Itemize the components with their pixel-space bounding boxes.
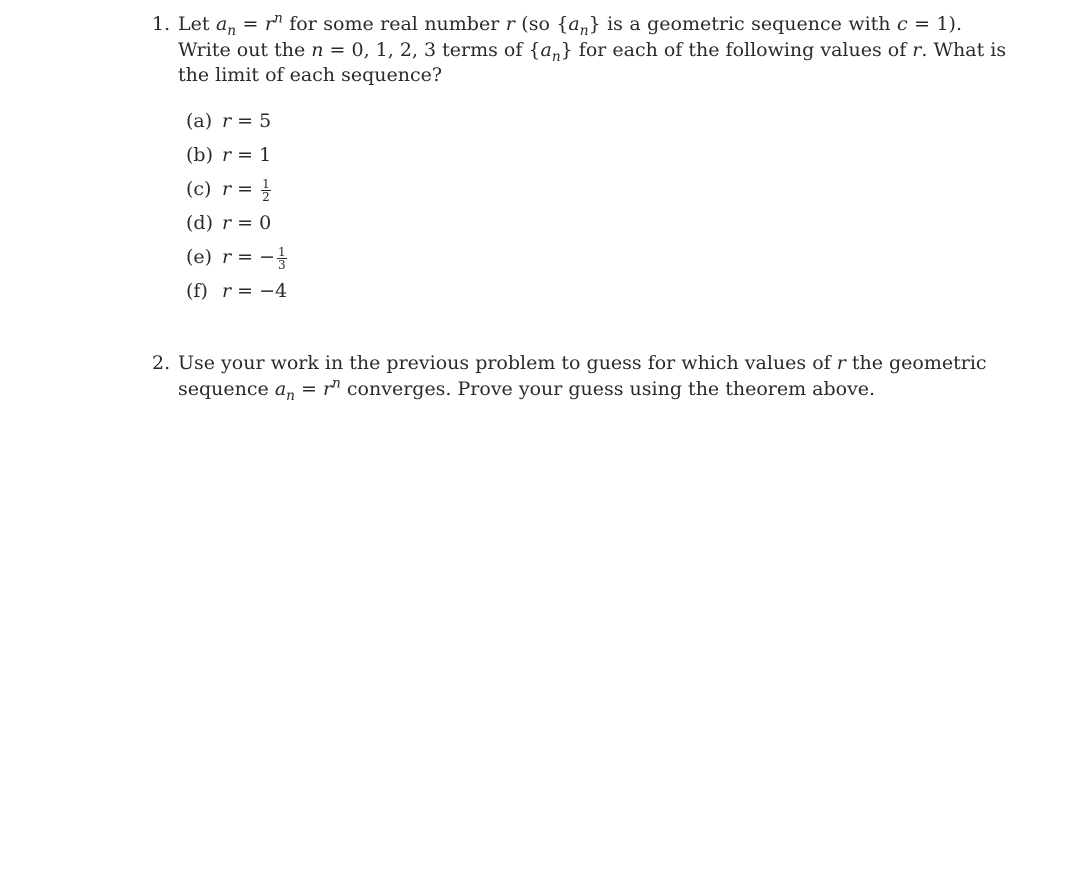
part-f: (f) r = −4 <box>186 280 288 302</box>
fraction-denominator: 2 <box>262 189 270 204</box>
problem-1-line-1: Let $a_n = r^n$ for some real number r (so $\{a_n\}$ is a geometric sequence with c = 1). <box>178 10 962 39</box>
problem-1-number: 1. <box>152 13 171 35</box>
problem-2-number: 2. <box>152 352 171 374</box>
part-value: 1 <box>259 144 272 166</box>
fraction-denominator: 3 <box>278 257 286 272</box>
problem-1-text <box>178 10 1007 89</box>
part-label: (a) <box>186 110 213 132</box>
problem-1-line-2: Write out the n = 0, 1, 2, 3 terms of $\{a_n\}$ for each of the following values of r. What is <box>178 38 1007 65</box>
part-label: (c) <box>186 178 212 200</box>
problem-2 <box>152 351 987 404</box>
problem-1 <box>152 10 1007 89</box>
fraction <box>261 178 271 203</box>
part-value: 5 <box>259 110 272 132</box>
problem-2-line-1: Use your work in the previous problem to guess for which values of r the geometric <box>178 352 987 374</box>
fraction <box>277 246 287 271</box>
part-a: (a) r = 5 <box>186 110 272 132</box>
problem-1-line-3: the limit of each sequence? <box>178 64 443 86</box>
fraction-numerator: 1 <box>262 176 270 191</box>
part-b: (b) r = 1 <box>186 144 272 166</box>
fraction-numerator: 1 <box>278 244 286 259</box>
problem-2-text <box>178 351 987 404</box>
problem-2-line-2: sequence $a_n = r^n$ converges. Prove your guess using the theorem above. <box>178 375 876 404</box>
problem-1-parts-list <box>186 108 287 312</box>
part-e: (e) r = − $\frac{1}{3}$ <box>186 244 286 272</box>
part-label: (e) <box>186 246 213 268</box>
part-value: 0 <box>259 212 272 234</box>
part-label: (b) <box>186 144 213 166</box>
part-label: (d) <box>186 212 213 234</box>
part-c: (c) r = $\frac{1}{2}$ <box>186 176 270 204</box>
part-d: (d) r = 0 <box>186 212 272 234</box>
part-value: −4 <box>259 280 288 302</box>
part-label: (f) <box>186 280 208 302</box>
